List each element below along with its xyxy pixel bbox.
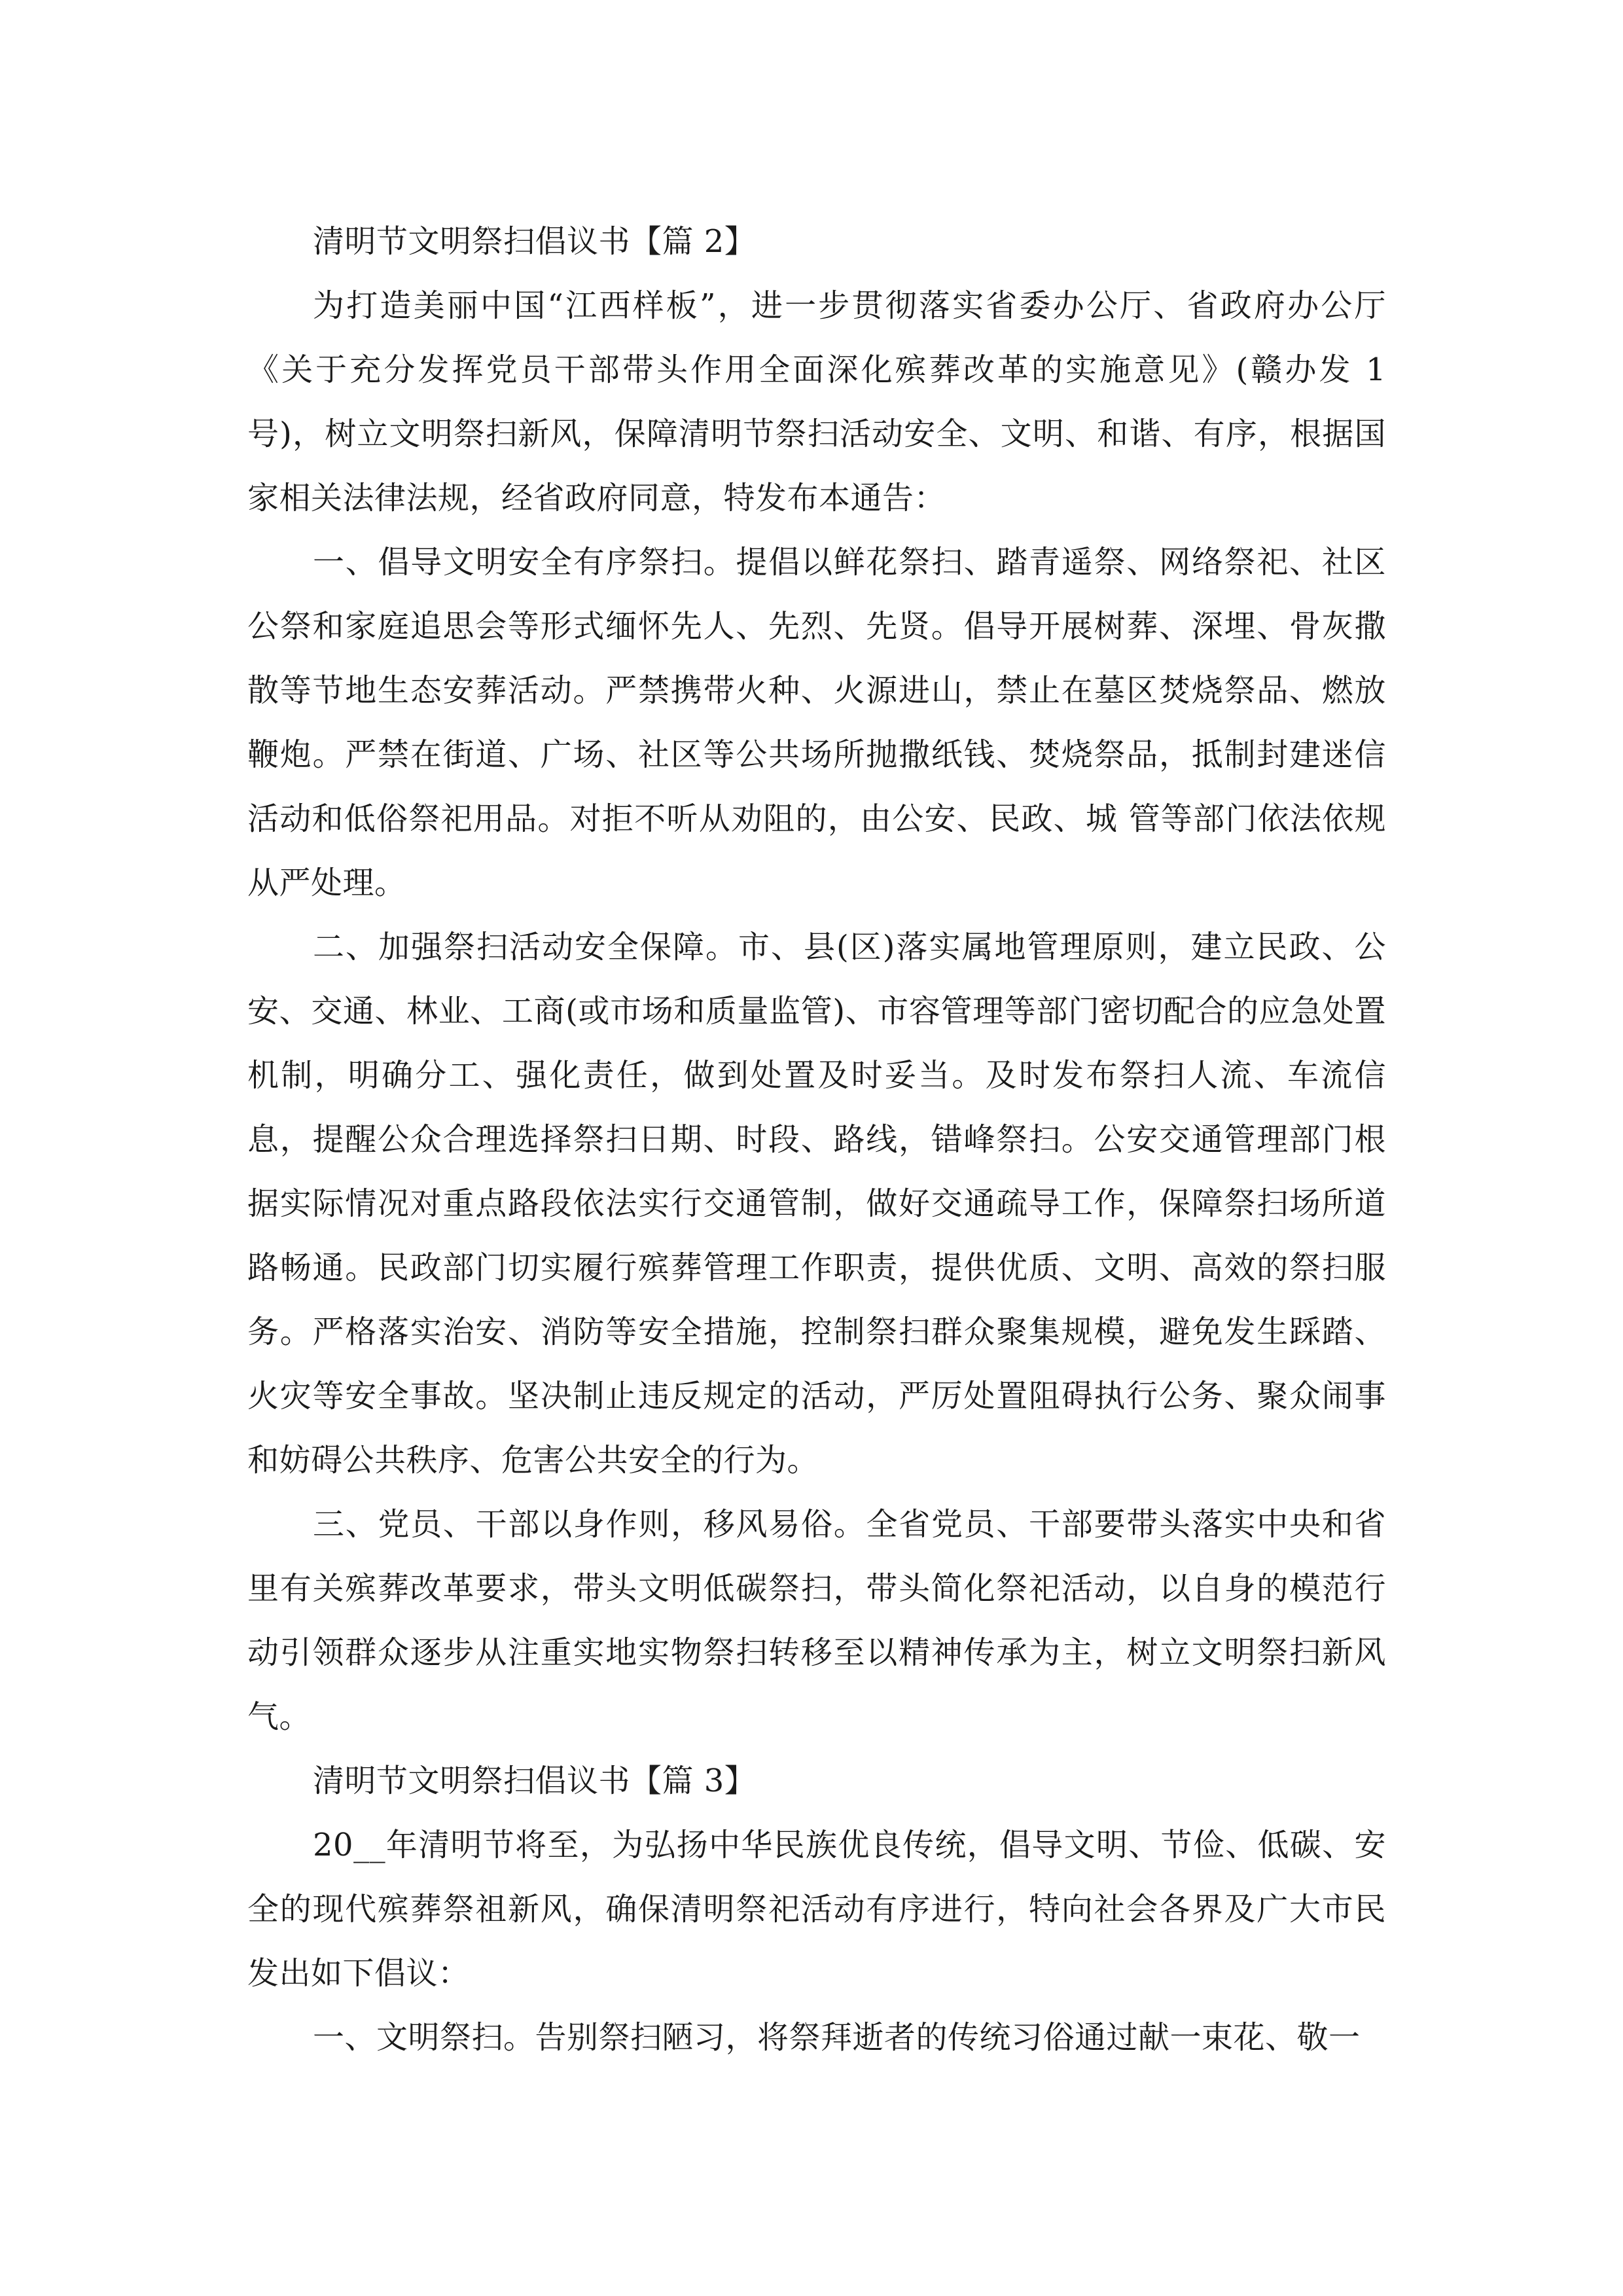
section-3-item-1-paragraph: 一、文明祭扫。告别祭扫陋习，将祭拜逝者的传统习俗通过献一束花、敬一 [313, 2019, 1361, 2056]
section-3-intro-paragraph: 20__年清明节将至，为弘扬中华民族优良传统，倡导文明、节俭、低碳、安全的现代殡葬祭祖新风，确保清明祭祀活动有序进行，特向社会各界及广大市民发出如下倡议： [247, 1827, 1386, 1992]
section-2-item-3-paragraph: 三、党员、干部以身作则，移风易俗。全省党员、干部要带头落实中央和省里有关殡葬改革要求，带头文明低碳祭扫，带头简化祭祀活动，以自身的模范行动引领群众逐步从注重实地实物祭扫转移至以精神传承为主，树立文明祭扫新风气。 [247, 1506, 1386, 1735]
section-2-item-1-paragraph: 一、倡导文明安全有序祭扫。提倡以鲜花祭扫、踏青遥祭、网络祭祀、社区公祭和家庭追思会等形式缅怀先人、先烈、先贤。倡导开展树葬、深埋、骨灰撒散等节地生态安葬活动。严禁携带火种、火源进山，禁止在墓区焚烧祭品、燃放鞭炮。严禁在街道、广场、社区等公共场所抛撒纸钱、焚烧祭品，抵制封建迷信活动和低俗祭祀用品。对拒不听从劝阻的，由公安、民政、城 管等部门依法依规从严处理。 [247, 544, 1386, 901]
section-3-title: 清明节文明祭扫倡议书【篇 3】 [313, 1763, 757, 1799]
document-page [247, 209, 1386, 2070]
section-2-item-2-paragraph: 二、加强祭扫活动安全保障。市、县(区)落实属地管理原则，建立民政、公安、交通、林业、工商(或市场和质量监管)、市容管理等部门密切配合的应急处置机制，明确分工、强化责任，做到处置及时妥当。及时发布祭扫人流、车流信息，提醒公众合理选择祭扫日期、时段、路线，错峰祭扫。公安交通管理部门根据实际情况对重点路段依法实行交通管制，做好交通疏导工作，保障祭扫场所道路畅通。民政部门切实履行殡葬管理工作职责，提供优质、文明、高效的祭扫服务。严格落实治安、消防等安全措施，控制祭扫群众聚集规模，避免发生踩踏、火灾等安全事故。坚决制止违反规定的活动，严厉处置阻碍执行公务、聚众闹事和妨碍公共秩序、危害公共安全的行为。 [247, 929, 1386, 1479]
section-2-title: 清明节文明祭扫倡议书【篇 2】 [313, 223, 757, 260]
section-2-intro-paragraph: 为打造美丽中国“江西样板”，进一步贯彻落实省委办公厅、省政府办公厅《关于充分发挥党员干部带头作用全面深化殡葬改革的实施意见》(赣办发 1 号)，树立文明祭扫新风，保障清明节祭扫活动安全、文明、和谐、有序，根据国家相关法律法规，经省政府同意，特发布本通告： [247, 287, 1386, 516]
